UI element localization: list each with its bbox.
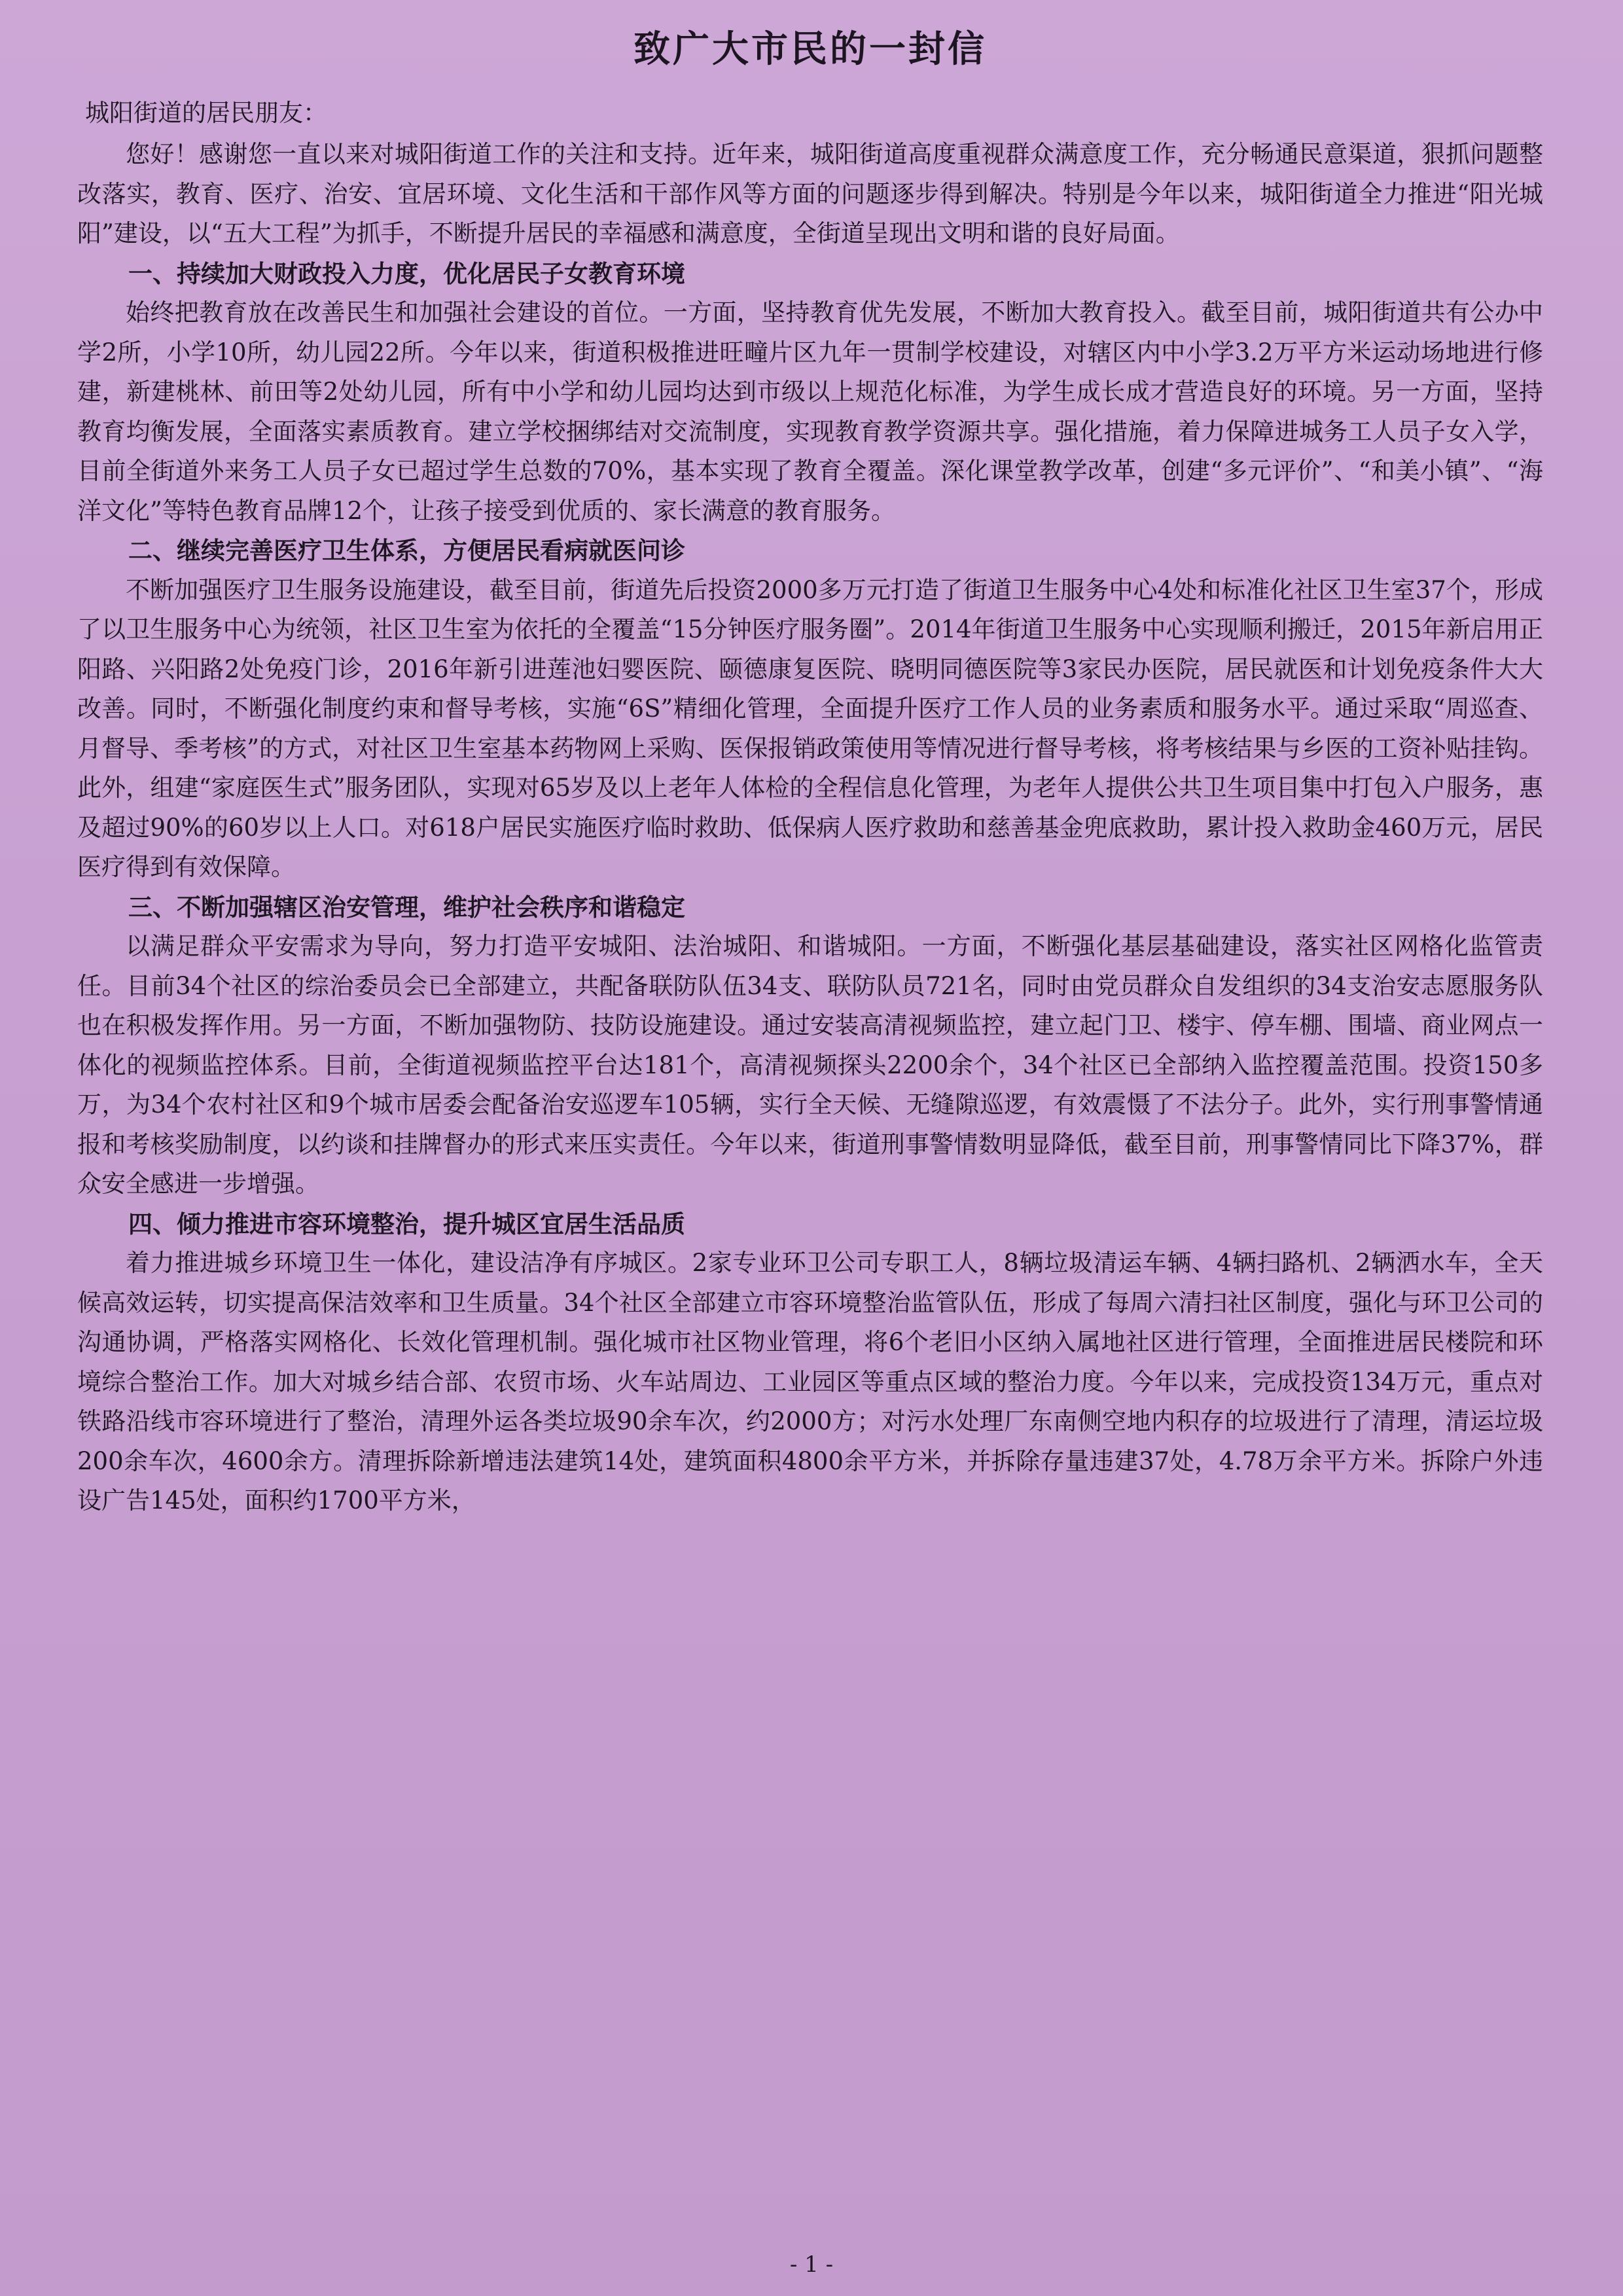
page-number: - 1 -	[789, 2251, 834, 2278]
section-heading-healthcare: 二、继续完善医疗卫生体系，方便居民看病就医问诊	[128, 536, 685, 565]
section-body-education: 始终把教育放在改善民生和加强社会建设的首位。一方面，坚持教育优先发展，不断加大教育投入。截至目前，城阳街道共有公办中学2所，小学10所，幼儿园22所。今年以来，街道积极推进旺疃片区九年一贯制学校建设，对辖区内中小学3.2万平方米运动场地进行修建，新建桃林、前田等2处幼儿园，所有中小学和幼儿园均达到市级以上规范化标准，为学生成长成才营造良好的环境。另一方面，坚持教育均衡发展，全面落实素质教育。建立学校捆绑结对交流制度，实现教育教学资源共享。强化措施，着力保障进城务工人员子女入学，目前全街道外来务工人员子女已超过学生总数的70%，基本实现了教育全覆盖。深化课堂教学改革，创建“多元评价”、“和美小镇”、“海洋文化”等特色教育品牌12个，让孩子接受到优质的、家长满意的教育服务。	[77, 298, 1543, 525]
section-body-public-security: 以满足群众平安需求为导向，努力打造平安城阳、法治城阳、和谐城阳。一方面，不断强化基层基础建设，落实社区网格化监管责任。目前34个社区的综治委员会已全部建立，共配备联防队伍34支、联防队员721名，同时由党员群众自发组织的34支治安志愿服务队也在积极发挥作用。另一方面，不断加强物防、技防设施建设。通过安装高清视频监控，建立起门卫、楼宇、停车棚、围墙、商业网点一体化的视频监控体系。目前，全街道视频监控平台达181个，高清视频探头2200余个，34个社区已全部纳入监控覆盖范围。投资150多万，为34个农村社区和9个城市居委会配备治安巡逻车105辆，实行全天候、无缝隙巡逻，有效震慑了不法分子。此外，实行刑事警情通报和考核奖励制度，以约谈和挂牌督办的形式来压实责任。今年以来，街道刑事警情数明显降低，截至目前，刑事警情同比下降37%，群众安全感进一步增强。	[77, 932, 1543, 1198]
section-body-environment: 着力推进城乡环境卫生一体化，建设洁净有序城区。2家专业环卫公司专职工人，8辆垃圾清运车辆、4辆扫路机、2辆洒水车，全天候高效运转，切实提高保洁效率和卫生质量。34个社区全部建立市容环境整治监管队伍，形成了每周六清扫社区制度，强化与环卫公司的沟通协调，严格落实网格化、长效化管理机制。强化城市社区物业管理，将6个老旧小区纳入属地社区进行管理，全面推进居民楼院和环境综合整治工作。加大对城乡结合部、农贸市场、火车站周边、工业园区等重点区域的整治力度。今年以来，完成投资134万元，重点对铁路沿线市容环境进行了整治，清理外运各类垃圾90余车次，约2000方；对污水处理厂东南侧空地内积存的垃圾进行了清理，清运垃圾200余车次，4600余方。清理拆除新增违法建筑14处，建筑面积4800余平方米，并拆除存量违建37处，4.78万余平方米。拆除户外违设广告145处，面积约1700平方米，	[77, 1249, 1543, 1515]
section-body-healthcare: 不断加强医疗卫生服务设施建设，截至目前，街道先后投资2000多万元打造了街道卫生服务中心4处和标准化社区卫生室37个，形成了以卫生服务中心为统领，社区卫生室为依托的全覆盖“15分钟医疗服务圈”。2014年街道卫生服务中心实现顺利搬迁，2015年新启用正阳路、兴阳路2处免疫门诊，2016年新引进莲池妇婴医院、颐德康复医院、晓明同德医院等3家民办医院，居民就医和计划免疫条件大大改善。同时，不断强化制度约束和督导考核，实施“6S”精细化管理，全面提升医疗工作人员的业务素质和服务水平。通过采取“周巡查、月督导、季考核”的方式，对社区卫生室基本药物网上采购、医保报销政策使用等情况进行督导考核，将考核结果与乡医的工资补贴挂钩。此外，组建“家庭医生式”服务团队，实现对65岁及以上老年人体检的全程信息化管理，为老年人提供公共卫生项目集中打包入户服务，惠及超过90%的60岁以上人口。对618户居民实施医疗临时救助、低保病人医疗救助和慈善基金兜底救助，累计投入救助金460万元，居民医疗得到有效保障。	[77, 575, 1543, 881]
intro-paragraph: 您好！感谢您一直以来对城阳街道工作的关注和支持。近年来，城阳街道高度重视群众满意度工作，充分畅通民意渠道，狠抓问题整改落实，教育、医疗、治安、宜居环境、文化生活和干部作风等方面的问题逐步得到解决。特别是今年以来，城阳街道全力推进“阳光城阳”建设，以“五大工程”为抓手，不断提升居民的幸福感和满意度，全街道呈现出文明和谐的良好局面。	[77, 140, 1543, 247]
section-heading-environment: 四、倾力推进市容环境整治，提升城区宜居生活品质	[128, 1209, 685, 1238]
section-heading-education: 一、持续加大财政投入力度，优化居民子女教育环境	[128, 259, 685, 288]
section-heading-public-security: 三、不断加强辖区治安管理，维护社会秩序和谐稳定	[128, 892, 685, 922]
salutation: 城阳街道的居民朋友：	[85, 99, 327, 127]
page-title: 致广大市民的一封信	[633, 27, 987, 71]
